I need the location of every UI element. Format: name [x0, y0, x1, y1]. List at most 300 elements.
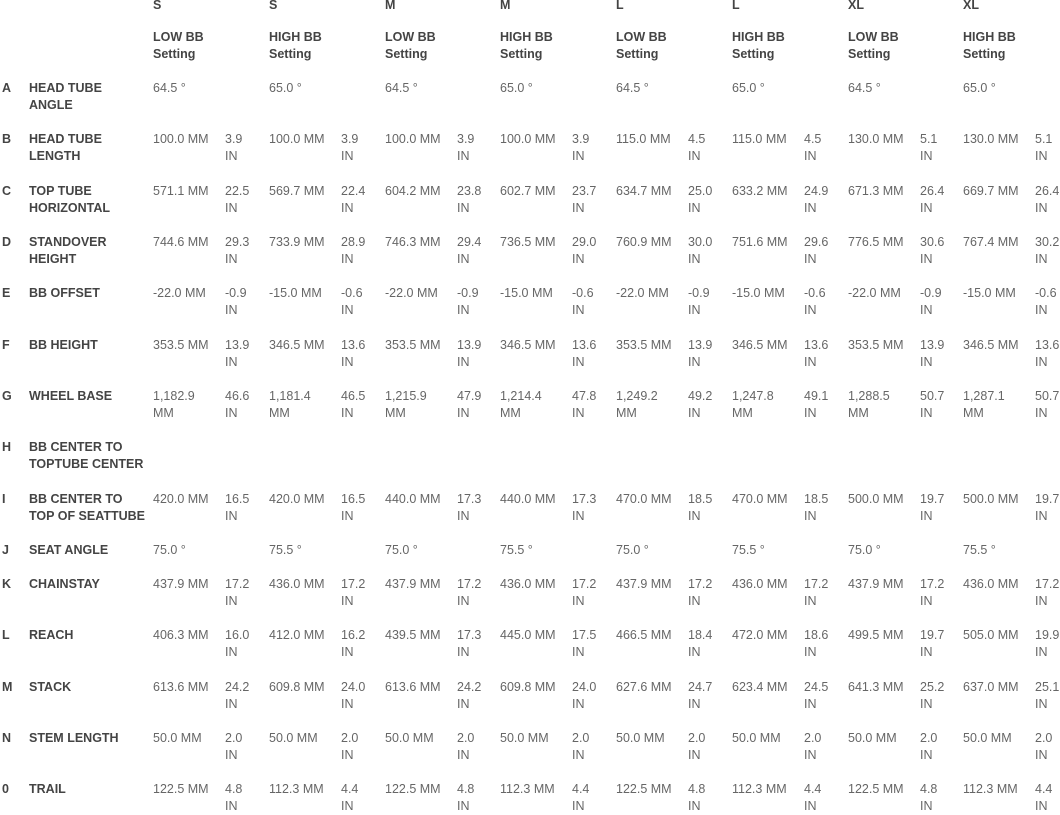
- value-line: 22.4: [341, 184, 366, 198]
- size-header: XL: [848, 0, 864, 12]
- metric-value: [269, 285, 322, 302]
- inch-value: [225, 576, 249, 610]
- metric-value: [732, 388, 774, 422]
- inch-value: [688, 627, 712, 661]
- value-line: IN: [1035, 509, 1048, 523]
- value-line: IN: [920, 799, 933, 813]
- value-line: 1,214.4: [500, 389, 542, 403]
- inch-value: [1035, 781, 1052, 815]
- row-letter: H: [2, 440, 12, 454]
- value-line: 29.3: [225, 235, 250, 249]
- metric-value: [385, 388, 427, 422]
- value-line: IN: [457, 594, 470, 608]
- value-line: IN: [688, 509, 701, 523]
- inch-value: [457, 388, 481, 422]
- size-header: M: [500, 0, 511, 12]
- inch-value: [804, 627, 828, 661]
- value-line: 744.6 MM: [153, 235, 209, 249]
- metric-value: [385, 285, 438, 302]
- value-line: 75.0 °: [616, 543, 649, 557]
- row-label-line: BB CENTER TO: [29, 492, 123, 506]
- value-line: IN: [804, 252, 817, 266]
- inch-value: [572, 730, 589, 764]
- row-label: [29, 576, 100, 593]
- value-line: -22.0 MM: [153, 286, 206, 300]
- metric-value: [616, 234, 672, 251]
- value-line: IN: [1035, 645, 1048, 659]
- value-line: 100.0 MM: [500, 132, 556, 146]
- row-label-line: HORIZONTAL: [29, 201, 111, 215]
- value-line: 1,249.2: [616, 389, 658, 403]
- inch-value: [920, 576, 944, 610]
- value-line: 736.5 MM: [500, 235, 556, 249]
- value-line: 24.2: [457, 680, 482, 694]
- value-line: IN: [1035, 594, 1048, 608]
- inch-value: [457, 131, 474, 165]
- value-line: 24.7: [688, 680, 713, 694]
- metric-value: [848, 337, 904, 354]
- inch-value: [688, 285, 710, 319]
- value-line: IN: [804, 594, 817, 608]
- value-line: MM: [153, 406, 174, 420]
- value-line: 436.0 MM: [963, 577, 1019, 591]
- metric-value: [848, 679, 904, 696]
- inch-value: [804, 679, 828, 713]
- value-line: 47.8: [572, 389, 597, 403]
- row-letter: D: [2, 235, 12, 249]
- row-label-line: CHAINSTAY: [29, 577, 100, 591]
- value-line: 75.5 °: [732, 543, 765, 557]
- value-line: 25.0: [688, 184, 713, 198]
- value-line: 2.0: [804, 731, 822, 745]
- value-line: 17.2: [341, 577, 366, 591]
- row-label-line: STEM LENGTH: [29, 731, 119, 745]
- value-line: IN: [457, 645, 470, 659]
- value-line: 669.7 MM: [963, 184, 1019, 198]
- metric-value: [616, 627, 672, 644]
- value-line: 637.0 MM: [963, 680, 1019, 694]
- value-line: IN: [920, 201, 933, 215]
- value-line: 28.9: [341, 235, 366, 249]
- value-line: 50.0 MM: [385, 731, 434, 745]
- value-line: IN: [341, 748, 354, 762]
- metric-value: [848, 183, 904, 200]
- value-line: -0.9: [920, 286, 942, 300]
- inch-value: [457, 627, 481, 661]
- value-line: 17.2: [804, 577, 829, 591]
- inch-value: [804, 285, 826, 319]
- value-line: IN: [1035, 149, 1048, 163]
- value-line: -15.0 MM: [963, 286, 1016, 300]
- value-line: 50.0 MM: [732, 731, 781, 745]
- value-line: 3.9: [572, 132, 590, 146]
- row-letter: B: [2, 132, 12, 146]
- metric-value: [500, 131, 556, 148]
- value-line: IN: [225, 748, 238, 762]
- value-line: 445.0 MM: [500, 628, 556, 642]
- row-letter: M: [2, 680, 13, 694]
- inch-value: [804, 234, 828, 268]
- value-line: IN: [457, 406, 470, 420]
- row-letter: N: [2, 731, 12, 745]
- row-label-line: BB CENTER TO: [29, 440, 123, 454]
- metric-value: [385, 542, 418, 559]
- value-line: 122.5 MM: [848, 782, 904, 796]
- value-line: 2.0: [225, 731, 243, 745]
- value-line: 623.4 MM: [732, 680, 788, 694]
- inch-value: [457, 730, 474, 764]
- value-line: 30.0: [688, 235, 713, 249]
- value-line: 5.1: [920, 132, 938, 146]
- inch-value: [1035, 627, 1059, 661]
- inch-value: [457, 679, 481, 713]
- metric-value: [385, 131, 441, 148]
- inch-value: [341, 576, 365, 610]
- value-line: 112.3 MM: [269, 782, 324, 796]
- value-line: IN: [688, 252, 701, 266]
- value-line: 64.5 °: [385, 81, 418, 95]
- value-line: 751.6 MM: [732, 235, 788, 249]
- inch-value: [920, 627, 944, 661]
- value-line: 437.9 MM: [848, 577, 904, 591]
- metric-value: [500, 80, 533, 97]
- metric-value: [848, 576, 904, 593]
- value-line: 634.7 MM: [616, 184, 672, 198]
- value-line: 1,287.1: [963, 389, 1005, 403]
- value-line: 470.0 MM: [732, 492, 788, 506]
- setting-header-line: LOW BB: [616, 30, 667, 44]
- row-label: [29, 80, 102, 114]
- inch-value: [804, 388, 828, 422]
- row-letter: A: [2, 81, 12, 95]
- inch-value: [572, 491, 596, 525]
- metric-value: [616, 183, 672, 200]
- value-line: -0.9: [457, 286, 479, 300]
- value-line: 633.2 MM: [732, 184, 788, 198]
- metric-value: [500, 234, 556, 251]
- value-line: IN: [1035, 252, 1048, 266]
- inch-value: [1035, 285, 1057, 319]
- value-line: 47.9: [457, 389, 482, 403]
- value-line: IN: [225, 406, 238, 420]
- metric-value: [500, 679, 556, 696]
- metric-value: [732, 183, 788, 200]
- inch-value: [920, 730, 937, 764]
- metric-value: [385, 781, 441, 798]
- value-line: 17.3: [572, 492, 597, 506]
- inch-value: [1035, 388, 1059, 422]
- metric-value: [153, 491, 209, 508]
- value-line: 499.5 MM: [848, 628, 904, 642]
- inch-value: [572, 679, 596, 713]
- metric-value: [269, 679, 325, 696]
- value-line: IN: [804, 406, 817, 420]
- value-line: 26.4: [1035, 184, 1060, 198]
- value-line: 13.6: [341, 338, 366, 352]
- value-line: 17.2: [1035, 577, 1060, 591]
- value-line: IN: [457, 799, 470, 813]
- inch-value: [225, 285, 247, 319]
- setting-header: [963, 29, 1016, 63]
- metric-value: [153, 183, 209, 200]
- inch-value: [804, 576, 828, 610]
- inch-value: [920, 234, 944, 268]
- value-line: -0.9: [225, 286, 247, 300]
- value-line: IN: [457, 201, 470, 215]
- metric-value: [500, 542, 533, 559]
- inch-value: [920, 491, 944, 525]
- value-line: 17.2: [572, 577, 597, 591]
- value-line: 13.6: [572, 338, 597, 352]
- value-line: 353.5 MM: [153, 338, 209, 352]
- value-line: 75.0 °: [848, 543, 881, 557]
- value-line: IN: [225, 149, 238, 163]
- value-line: 18.5: [688, 492, 713, 506]
- value-line: 29.4: [457, 235, 482, 249]
- value-line: 16.5: [225, 492, 250, 506]
- inch-value: [920, 781, 937, 815]
- value-line: IN: [688, 697, 701, 711]
- metric-value: [616, 337, 672, 354]
- metric-value: [385, 234, 441, 251]
- value-line: -22.0 MM: [848, 286, 901, 300]
- inch-value: [225, 183, 249, 217]
- inch-value: [688, 781, 705, 815]
- value-line: IN: [804, 201, 817, 215]
- value-line: 16.2: [341, 628, 366, 642]
- inch-value: [341, 234, 365, 268]
- value-line: 2.0: [688, 731, 706, 745]
- value-line: 19.7: [920, 628, 945, 642]
- metric-value: [732, 234, 788, 251]
- metric-value: [385, 337, 441, 354]
- value-line: 112.3 MM: [963, 782, 1018, 796]
- value-line: 569.7 MM: [269, 184, 325, 198]
- inch-value: [1035, 183, 1059, 217]
- inch-value: [225, 388, 249, 422]
- value-line: 49.1: [804, 389, 829, 403]
- value-line: 18.4: [688, 628, 713, 642]
- inch-value: [1035, 576, 1059, 610]
- value-line: MM: [732, 406, 753, 420]
- metric-value: [269, 337, 325, 354]
- setting-header: [732, 29, 785, 63]
- inch-value: [225, 491, 249, 525]
- metric-value: [153, 781, 209, 798]
- metric-value: [848, 491, 904, 508]
- metric-value: [500, 781, 555, 798]
- value-line: 4.4: [1035, 782, 1053, 796]
- inch-value: [572, 285, 594, 319]
- row-letter: G: [2, 389, 12, 403]
- value-line: 65.0 °: [732, 81, 765, 95]
- inch-value: [688, 337, 712, 371]
- value-line: -22.0 MM: [616, 286, 669, 300]
- value-line: IN: [804, 697, 817, 711]
- value-line: -0.6: [572, 286, 594, 300]
- value-line: 437.9 MM: [153, 577, 209, 591]
- metric-value: [269, 131, 325, 148]
- value-line: 4.5: [688, 132, 706, 146]
- value-line: IN: [457, 252, 470, 266]
- metric-value: [153, 131, 209, 148]
- inch-value: [688, 131, 705, 165]
- value-line: 122.5 MM: [153, 782, 209, 796]
- value-line: IN: [341, 355, 354, 369]
- metric-value: [500, 576, 556, 593]
- value-line: 50.0 MM: [616, 731, 665, 745]
- value-line: IN: [688, 748, 701, 762]
- metric-value: [963, 388, 1005, 422]
- value-line: MM: [616, 406, 637, 420]
- value-line: 470.0 MM: [616, 492, 672, 506]
- metric-value: [848, 388, 890, 422]
- value-line: 64.5 °: [616, 81, 649, 95]
- value-line: 571.1 MM: [153, 184, 209, 198]
- value-line: IN: [920, 594, 933, 608]
- value-line: 1,288.5: [848, 389, 890, 403]
- metric-value: [500, 183, 556, 200]
- value-line: 353.5 MM: [616, 338, 672, 352]
- value-line: 46.6: [225, 389, 250, 403]
- metric-value: [269, 183, 325, 200]
- value-line: IN: [920, 149, 933, 163]
- value-line: IN: [572, 748, 585, 762]
- value-line: IN: [1035, 201, 1048, 215]
- metric-value: [732, 781, 787, 798]
- row-label-line: BB HEIGHT: [29, 338, 98, 352]
- value-line: -15.0 MM: [269, 286, 322, 300]
- metric-value: [269, 576, 325, 593]
- inch-value: [572, 234, 596, 268]
- value-line: 75.5 °: [963, 543, 996, 557]
- row-label: [29, 542, 108, 559]
- value-line: IN: [225, 697, 238, 711]
- metric-value: [963, 679, 1019, 696]
- row-label: [29, 337, 98, 354]
- inch-value: [920, 131, 937, 165]
- value-line: 466.5 MM: [616, 628, 672, 642]
- inch-value: [341, 627, 365, 661]
- value-line: 18.6: [804, 628, 829, 642]
- setting-header: [848, 29, 899, 63]
- inch-value: [572, 781, 589, 815]
- metric-value: [848, 730, 897, 747]
- inch-value: [572, 388, 596, 422]
- value-line: 641.3 MM: [848, 680, 904, 694]
- inch-value: [920, 679, 944, 713]
- value-line: 50.0 MM: [848, 731, 897, 745]
- value-line: 112.3 MM: [732, 782, 787, 796]
- row-label-line: LENGTH: [29, 149, 81, 163]
- value-line: 30.2: [1035, 235, 1060, 249]
- value-line: IN: [688, 799, 701, 813]
- value-line: 760.9 MM: [616, 235, 672, 249]
- metric-value: [269, 781, 324, 798]
- row-label-line: WHEEL BASE: [29, 389, 113, 403]
- row-letter: F: [2, 338, 10, 352]
- value-line: IN: [225, 509, 238, 523]
- value-line: 24.5: [804, 680, 829, 694]
- metric-value: [385, 576, 441, 593]
- metric-value: [616, 679, 672, 696]
- metric-value: [616, 388, 658, 422]
- value-line: 112.3 MM: [500, 782, 555, 796]
- value-line: 64.5 °: [848, 81, 881, 95]
- value-line: 2.0: [457, 731, 475, 745]
- value-line: IN: [1035, 406, 1048, 420]
- value-line: IN: [688, 201, 701, 215]
- value-line: 49.2: [688, 389, 713, 403]
- inch-value: [804, 337, 828, 371]
- inch-value: [457, 337, 481, 371]
- value-line: 24.2: [225, 680, 250, 694]
- inch-value: [688, 576, 712, 610]
- value-line: IN: [341, 201, 354, 215]
- value-line: 4.8: [457, 782, 475, 796]
- value-line: 4.4: [341, 782, 359, 796]
- inch-value: [688, 679, 712, 713]
- inch-value: [225, 781, 242, 815]
- value-line: IN: [225, 201, 238, 215]
- value-line: 19.7: [1035, 492, 1060, 506]
- row-letter: E: [2, 286, 11, 300]
- inch-value: [1035, 234, 1059, 268]
- row-label: [29, 679, 71, 696]
- inch-value: [1035, 679, 1059, 713]
- setting-header-line: Setting: [616, 47, 659, 61]
- row-label-line: BB OFFSET: [29, 286, 100, 300]
- metric-value: [963, 234, 1019, 251]
- value-line: IN: [225, 645, 238, 659]
- value-line: IN: [572, 355, 585, 369]
- value-line: 50.0 MM: [963, 731, 1012, 745]
- metric-value: [500, 730, 549, 747]
- metric-value: [732, 285, 785, 302]
- row-label: [29, 439, 143, 473]
- setting-header: [153, 29, 204, 63]
- row-letter: C: [2, 184, 12, 198]
- row-label: [29, 491, 145, 525]
- setting-header-line: HIGH BB: [500, 30, 553, 44]
- setting-header: [385, 29, 436, 63]
- value-line: 406.3 MM: [153, 628, 209, 642]
- row-letter: 0: [2, 782, 9, 796]
- value-line: 23.7: [572, 184, 597, 198]
- value-line: IN: [341, 303, 354, 317]
- setting-header-line: HIGH BB: [963, 30, 1016, 44]
- value-line: IN: [341, 594, 354, 608]
- value-line: 24.9: [804, 184, 829, 198]
- value-line: IN: [225, 355, 238, 369]
- inch-value: [225, 730, 242, 764]
- inch-value: [225, 627, 249, 661]
- value-line: 130.0 MM: [963, 132, 1019, 146]
- metric-value: [963, 542, 996, 559]
- value-line: 17.2: [457, 577, 482, 591]
- value-line: IN: [457, 303, 470, 317]
- inch-value: [688, 234, 712, 268]
- inch-value: [341, 491, 365, 525]
- inch-value: [341, 131, 358, 165]
- value-line: 609.8 MM: [500, 680, 556, 694]
- value-line: IN: [688, 149, 701, 163]
- value-line: MM: [385, 406, 406, 420]
- value-line: 17.2: [688, 577, 713, 591]
- value-line: IN: [457, 355, 470, 369]
- value-line: -0.6: [804, 286, 826, 300]
- value-line: 420.0 MM: [269, 492, 325, 506]
